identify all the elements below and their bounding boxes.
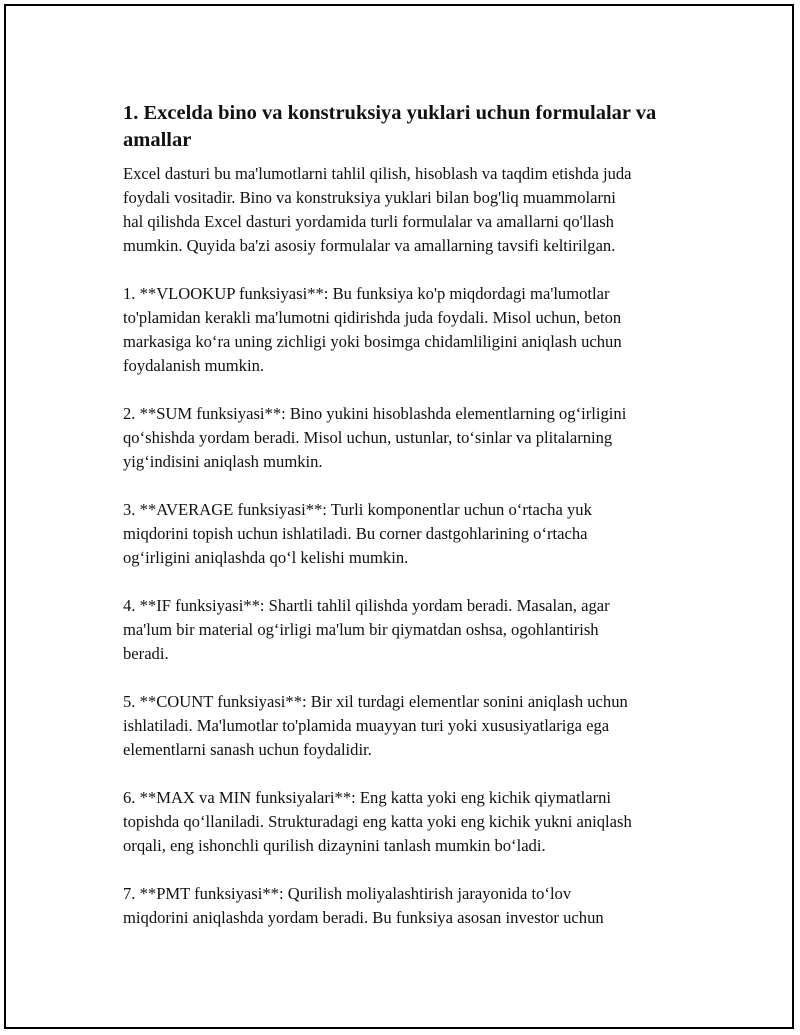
paragraph-line: ishlatiladi. Ma'lumotlar to'plamida muayyan turi yoki xususiyatlariga ega bbox=[123, 716, 610, 735]
document-body bbox=[123, 100, 723, 954]
paragraph-line: markasiga ko‘ra uning zichligi yoki bosimga chidamliligini aniqlash uchun bbox=[123, 332, 622, 351]
paragraph-line: beradi. bbox=[123, 644, 169, 663]
paragraph-line: 5. **COUNT funksiyasi**: Bir xil turdagi elementlar sonini aniqlash uchun bbox=[123, 692, 628, 711]
paragraph-line: 7. **PMT funksiyasi**: Qurilish moliyalashtirish jarayonida to‘lov bbox=[123, 884, 572, 903]
paragraph-line: yig‘indisini aniqlash mumkin. bbox=[123, 452, 323, 471]
heading-line: amallar bbox=[123, 129, 192, 151]
paragraph-line: 6. **MAX va MIN funksiyalari**: Eng katta yoki eng kichik qiymatlarni bbox=[123, 788, 612, 807]
paragraph-line: og‘irligini aniqlashda qo‘l kelishi mumkin. bbox=[123, 548, 409, 567]
paragraph-line: mumkin. Quyida ba'zi asosiy formulalar va amallarning tavsifi keltirilgan. bbox=[123, 236, 616, 255]
average-paragraph bbox=[123, 498, 723, 570]
paragraph-line: 1. **VLOOKUP funksiyasi**: Bu funksiya ko'p miqdordagi ma'lumotlar bbox=[123, 284, 610, 303]
sum-paragraph bbox=[123, 402, 723, 474]
paragraph-line: orqali, eng ishonchli qurilish dizaynini tanlash mumkin bo‘ladi. bbox=[123, 836, 546, 855]
paragraph-line: 3. **AVERAGE funksiyasi**: Turli komponentlar uchun o‘rtacha yuk bbox=[123, 500, 592, 519]
paragraph-line: hal qilishda Excel dasturi yordamida turli formulalar va amallarni qo'llash bbox=[123, 212, 614, 231]
paragraph-line: topishda qo‘llaniladi. Strukturadagi eng katta yoki eng kichik yukni aniqlash bbox=[123, 812, 632, 831]
paragraph-line: ma'lum bir material og‘irligi ma'lum bir qiymatdan oshsa, ogohlantirish bbox=[123, 620, 599, 639]
vlookup-paragraph bbox=[123, 282, 723, 378]
page-frame bbox=[4, 4, 794, 1029]
document-heading bbox=[123, 100, 723, 154]
paragraph-line: elementlarni sanash uchun foydalidir. bbox=[123, 740, 372, 759]
paragraph-line: to'plamidan kerakli ma'lumotni qidirishda juda foydali. Misol uchun, beton bbox=[123, 308, 622, 327]
intro-paragraph bbox=[123, 162, 723, 258]
paragraph-line: Excel dasturi bu ma'lumotlarni tahlil qilish, hisoblash va taqdim etishda juda bbox=[123, 164, 632, 183]
if-paragraph bbox=[123, 594, 723, 666]
paragraph-line: miqdorini topish uchun ishlatiladi. Bu corner dastgohlarining o‘rtacha bbox=[123, 524, 588, 543]
max-min-paragraph bbox=[123, 786, 723, 858]
paragraph-line: foydalanish mumkin. bbox=[123, 356, 265, 375]
paragraph-line: 2. **SUM funksiyasi**: Bino yukini hisoblashda elementlarning og‘irligini bbox=[123, 404, 627, 423]
pmt-paragraph bbox=[123, 882, 723, 930]
heading-line: 1. Excelda bino va konstruksiya yuklari uchun formulalar va bbox=[123, 102, 657, 124]
paragraph-line: 4. **IF funksiyasi**: Shartli tahlil qilishda yordam beradi. Masalan, agar bbox=[123, 596, 610, 615]
paragraph-line: miqdorini aniqlashda yordam beradi. Bu funksiya asosan investor uchun bbox=[123, 908, 604, 927]
paragraph-line: foydali vositadir. Bino va konstruksiya yuklari bilan bog'liq muammolarni bbox=[123, 188, 616, 207]
paragraph-line: qo‘shishda yordam beradi. Misol uchun, ustunlar, to‘sinlar va plitalarning bbox=[123, 428, 613, 447]
count-paragraph bbox=[123, 690, 723, 762]
